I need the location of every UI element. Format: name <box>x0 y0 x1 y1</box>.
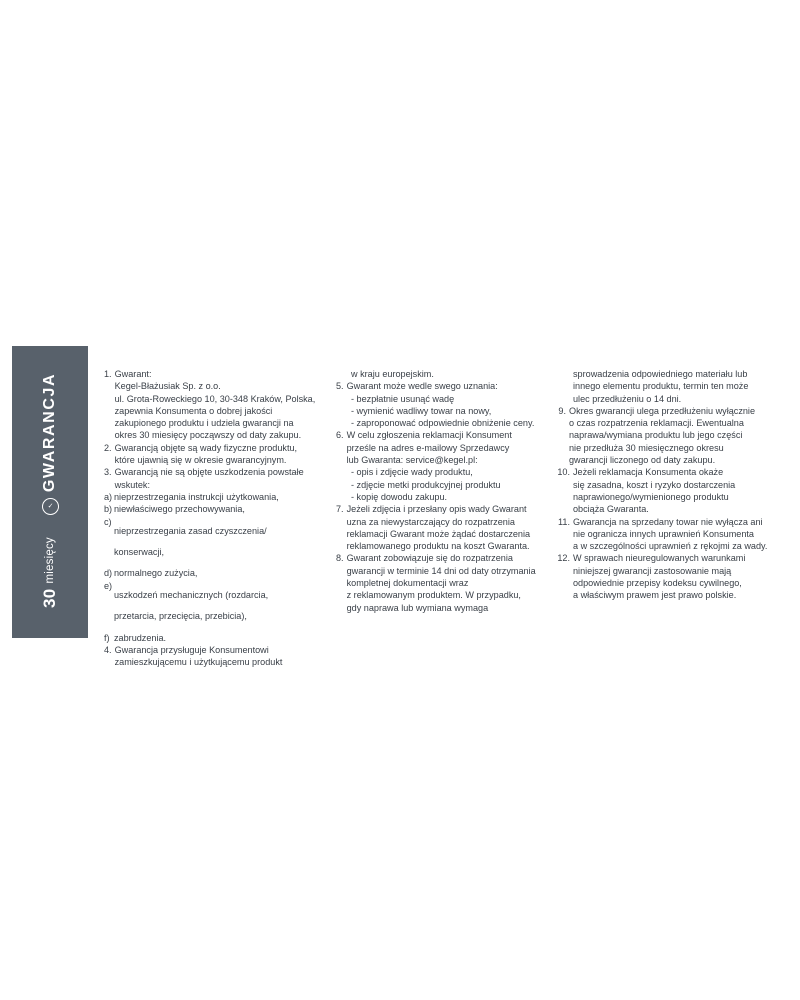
list-item <box>336 380 538 392</box>
text-line: ul. Grota-Roweckiego 10, 30-348 Kraków, Polska, <box>114 393 316 404</box>
text-line: Jeżeli reklamacja Konsumenta okaże <box>573 467 724 478</box>
list-text <box>569 405 772 466</box>
list-text <box>347 552 538 613</box>
text-line: gdy naprawa lub wymiana wymaga <box>346 602 489 613</box>
warranty-months-word: miesięcy <box>44 537 56 584</box>
sub-list-text: normalnego zużycia, <box>114 568 198 579</box>
list-item <box>336 552 538 613</box>
text-line: Gwarant zobowiązuje się do rozpatrzenia <box>346 553 513 564</box>
text-line: konserwacji, <box>114 547 165 558</box>
text-line: naprawionego/wymienionego produktu <box>573 491 729 502</box>
text-line: lub Gwaranta: service@kegel.pl: <box>346 455 478 466</box>
list-text <box>573 552 772 601</box>
list-number: 7. <box>336 504 344 515</box>
text-line: uszkodzeń mechanicznych (rozdarcia, <box>114 589 269 600</box>
dash-item: - bezpłatnie usunąć wadę <box>351 393 455 404</box>
warranty-vertical-label <box>12 330 88 622</box>
text-line: a w szczególności uprawnień z rękojmi za wady. <box>573 541 768 552</box>
warranty-columns <box>104 368 772 668</box>
list-item <box>104 442 320 467</box>
list-item <box>336 503 538 552</box>
warranty-band <box>0 346 800 668</box>
sub-list-text <box>114 580 320 632</box>
list-text <box>347 429 538 466</box>
list-number: 10. <box>557 467 570 478</box>
text-line: nie przedłuża 30 miesięcznego okresu <box>569 442 724 453</box>
list-text <box>573 466 772 515</box>
text-line: obciąża Gwaranta. <box>573 504 649 515</box>
list-number: 12. <box>557 553 570 564</box>
list-number: 3. <box>104 467 112 478</box>
text-line: o czas rozpatrzenia reklamacji. Ewentualna <box>569 418 744 429</box>
list-item <box>104 644 320 669</box>
sub-list-text: niewłaściwego przechowywania, <box>114 504 245 515</box>
sub-list-letter: b) <box>104 504 113 515</box>
warranty-sidebar-bar <box>12 346 88 638</box>
sub-list-text: zabrudzenia. <box>114 632 167 643</box>
list-item <box>554 516 772 553</box>
text-line: z reklamowanym produktem. W przypadku, <box>346 590 521 601</box>
warranty-title: GWARANCJA <box>41 372 58 493</box>
text-line: nie ogranicza innych uprawnień Konsumenta <box>573 528 754 539</box>
dash-item: - opis i zdjęcie wady produktu, <box>351 467 473 478</box>
list-item <box>554 405 772 466</box>
text-line: sprowadzenia odpowiedniego materiału lub <box>573 369 748 379</box>
sub-list-letter: c) <box>104 516 112 527</box>
sub-list-letter: f) <box>104 632 110 643</box>
text-line: a właściwym prawem jest prawo polskie. <box>573 590 737 601</box>
text-line: uzna za niewystarczający do rozpatrzenia <box>346 516 515 527</box>
list-number: 11. <box>558 516 570 527</box>
list-number: 9. <box>558 405 566 416</box>
dash-item: - wymienić wadliwy towar na nowy, <box>351 405 492 416</box>
warranty-column-3 <box>554 368 772 630</box>
sub-list-letter: a) <box>104 491 113 502</box>
sub-list-text: nieprzestrzegania instrukcji użytkowania, <box>114 491 279 502</box>
text-line: Gwarancja przysługuje Konsumentowi <box>114 644 269 655</box>
text-line: kompletnej dokumentacji wraz <box>346 578 469 589</box>
list-item <box>104 368 320 442</box>
sub-list-item <box>104 632 320 644</box>
text-line: Jeżeli zdjęcia i przesłany opis wady Gwarant <box>346 504 527 515</box>
sub-list-item <box>104 503 320 515</box>
list-text: Gwarant może wedle swego uznania: <box>346 381 498 392</box>
text-line: które ujawnią się w okresie gwarancyjnym. <box>114 455 287 466</box>
list-item <box>554 466 772 515</box>
sub-list-item <box>104 516 320 568</box>
dash-item: - kopię dowodu zakupu. <box>351 491 448 502</box>
list-number: 6. <box>336 430 344 441</box>
text-line: innego elementu produktu, termin ten może <box>573 381 749 392</box>
shield-check-icon: ✓ <box>42 498 59 515</box>
sub-list-letter: d) <box>104 568 113 579</box>
text-line: zamieszkującemu i użytkującemu produkt <box>114 657 283 668</box>
text-line: nieprzestrzegania zasad czyszczenia/ <box>114 525 267 536</box>
text-line: Kegel-Błażusiak Sp. z o.o. <box>114 381 221 392</box>
text-line: przetarcia, przecięcia, przebicia), <box>114 611 247 622</box>
list-text <box>115 644 320 669</box>
text-line: zakupionego produktu i udziela gwarancji na <box>114 418 294 429</box>
list-number: 2. <box>104 442 112 453</box>
sub-list-letter: e) <box>104 580 113 591</box>
list-number: 8. <box>336 553 344 564</box>
text-line: ulec przedłużeniu o 14 dni. <box>573 393 682 404</box>
list-item <box>104 466 320 491</box>
list-text <box>115 466 320 491</box>
dash-item: - zaproponować odpowiednie obniżenie ceny. <box>351 418 535 429</box>
list-item <box>336 429 538 466</box>
text-line: okres 30 miesięcy począwszy od daty zakupu. <box>114 430 302 441</box>
text-line: niniejszej gwarancji zastosowanie mają <box>573 565 732 576</box>
text-line: wskutek: <box>114 479 150 490</box>
text-line: w kraju europejskim. <box>351 369 434 379</box>
text-line: reklamowanego produktu na koszt Gwaranta. <box>346 541 530 552</box>
list-item <box>554 552 772 601</box>
text-line: odpowiednie przepisy kodeksu cywilnego, <box>573 578 742 589</box>
list-text <box>115 442 320 467</box>
list-number: 5. <box>336 381 344 392</box>
text-line: prześle na adres e-mailowy Sprzedawcy <box>346 442 510 453</box>
text-line: gwarancji w terminie 14 dni od daty otrzymania <box>346 565 536 576</box>
text-line: Gwarant: <box>114 369 152 379</box>
warranty-months-number: 30 <box>40 588 59 608</box>
list-text <box>573 516 772 553</box>
text-line: zapewnia Konsumenta o dobrej jakości <box>114 405 273 416</box>
text-line: naprawa/wymiana produktu lub jego części <box>569 430 743 441</box>
sub-list-text <box>114 516 320 568</box>
list-text <box>347 503 538 552</box>
sub-list-item <box>104 567 320 579</box>
warranty-column-2 <box>336 368 554 630</box>
text-line: W celu zgłoszenia reklamacji Konsument <box>346 430 512 441</box>
text-line: się zasadna, koszt i ryzyko dostarczenia <box>573 479 736 490</box>
text-line: Gwarancją objęte są wady fizyczne produktu, <box>114 442 298 453</box>
text-line: W sprawach nieuregulowanych warunkami <box>573 553 746 564</box>
sub-list-item <box>104 580 320 632</box>
dash-item: - zdjęcie metki produkcyjnej produktu <box>351 479 501 490</box>
list-number: 1. <box>104 369 112 379</box>
warranty-column-1 <box>104 368 336 668</box>
text-line: reklamacji Gwarant może żądać dostarczenia <box>346 528 531 539</box>
text-line: gwarancji liczonego od daty zakupu. <box>569 455 716 466</box>
text-line: Gwarancją nie są objęte uszkodzenia powstałe <box>114 467 304 478</box>
text-line: Gwarancja na sprzedany towar nie wyłącza ani <box>573 516 763 527</box>
text-line: Okres gwarancji ulega przedłużeniu wyłącznie <box>569 405 756 416</box>
sub-list-item <box>104 491 320 503</box>
list-number: 4. <box>104 644 112 655</box>
list-text <box>115 368 320 442</box>
warranty-sidebar-inner <box>12 346 88 638</box>
